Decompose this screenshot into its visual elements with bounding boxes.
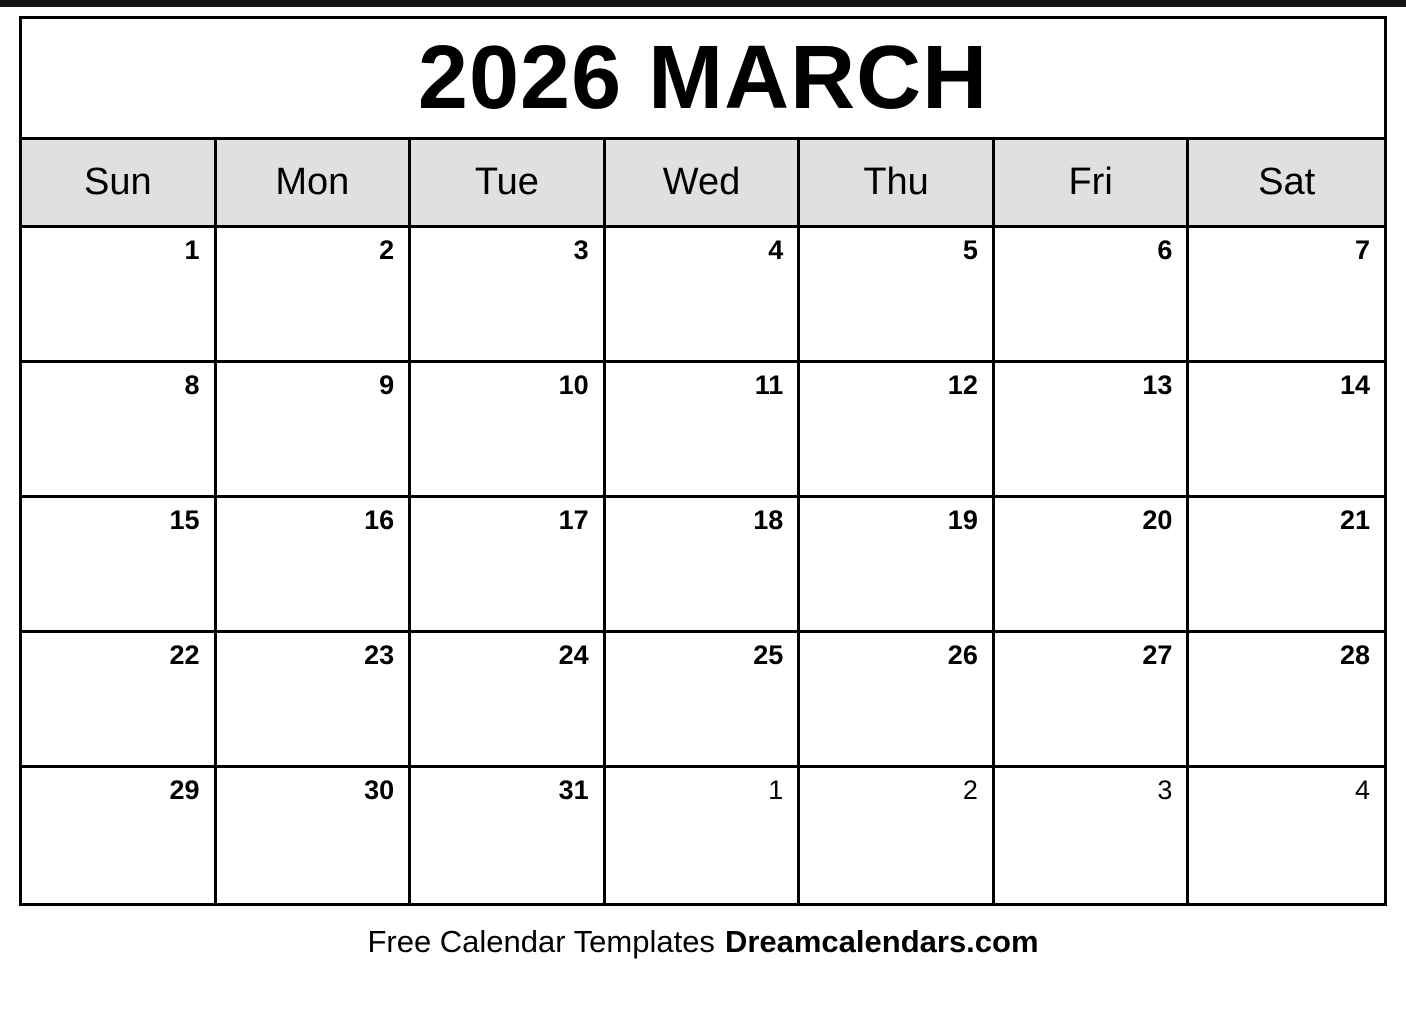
week-row	[22, 498, 1384, 633]
day-number: 9	[379, 370, 395, 400]
weekday-header-thu: Thu	[800, 140, 995, 228]
day-cell	[22, 768, 217, 903]
day-number: 31	[558, 775, 589, 805]
day-number: 17	[558, 505, 589, 535]
day-number: 4	[768, 235, 784, 265]
day-number: 7	[1354, 235, 1370, 265]
footer-brand: Dreamcalendars.com	[724, 924, 1039, 959]
day-number: 24	[558, 640, 589, 670]
day-cell	[22, 228, 217, 363]
day-number: 4	[1354, 775, 1370, 805]
day-cell	[1189, 498, 1384, 633]
day-number: 13	[1142, 370, 1173, 400]
week-row	[22, 768, 1384, 903]
day-number: 30	[364, 775, 395, 805]
day-number: 18	[753, 505, 784, 535]
day-cell	[411, 363, 606, 498]
day-number: 22	[169, 640, 200, 670]
day-cell	[411, 228, 606, 363]
day-cell	[606, 363, 801, 498]
day-cell	[22, 363, 217, 498]
day-number: 23	[364, 640, 395, 670]
week-row	[22, 363, 1384, 498]
day-cell	[411, 498, 606, 633]
day-cell	[606, 228, 801, 363]
top-edge-strip	[0, 0, 1406, 7]
day-number: 26	[947, 640, 978, 670]
day-number: 25	[753, 640, 784, 670]
day-cell	[411, 633, 606, 768]
weekday-header-wed: Wed	[606, 140, 801, 228]
day-cell	[995, 228, 1190, 363]
day-cell	[800, 633, 995, 768]
day-cell	[1189, 363, 1384, 498]
day-number: 5	[962, 235, 978, 265]
day-cell	[1189, 228, 1384, 363]
day-cell	[1189, 633, 1384, 768]
footer-text: Free Calendar Templates	[367, 924, 715, 959]
weekday-header-fri: Fri	[995, 140, 1190, 228]
weekday-header-sun: Sun	[22, 140, 217, 228]
day-cell	[995, 633, 1190, 768]
day-number: 14	[1339, 370, 1370, 400]
day-cell	[217, 228, 412, 363]
day-number: 19	[947, 505, 978, 535]
footer	[19, 924, 1387, 960]
weekday-header-tue: Tue	[411, 140, 606, 228]
day-number: 3	[573, 235, 589, 265]
day-number: 12	[947, 370, 978, 400]
day-cell	[217, 498, 412, 633]
calendar-grid	[19, 137, 1387, 906]
week-row	[22, 228, 1384, 363]
day-number: 15	[169, 505, 200, 535]
weekday-header-sat: Sat	[1189, 140, 1384, 228]
day-number: 1	[768, 775, 784, 805]
day-number: 8	[184, 370, 200, 400]
day-cell	[217, 633, 412, 768]
day-cell	[217, 363, 412, 498]
weeks-container	[22, 228, 1384, 903]
day-cell-outside-month	[1189, 768, 1384, 903]
day-cell	[606, 633, 801, 768]
day-cell	[800, 228, 995, 363]
day-number: 11	[754, 370, 784, 400]
day-cell	[217, 768, 412, 903]
weekday-header-row	[22, 140, 1384, 228]
day-number: 27	[1142, 640, 1173, 670]
day-number: 28	[1339, 640, 1370, 670]
week-row	[22, 633, 1384, 768]
day-cell	[22, 498, 217, 633]
day-number: 21	[1339, 505, 1370, 535]
day-cell	[606, 498, 801, 633]
day-cell	[411, 768, 606, 903]
day-cell-outside-month	[606, 768, 801, 903]
day-number: 2	[379, 235, 395, 265]
calendar-title-box	[19, 16, 1387, 140]
day-cell	[995, 498, 1190, 633]
day-number: 29	[169, 775, 200, 805]
day-cell-outside-month	[995, 768, 1190, 903]
day-cell	[800, 498, 995, 633]
day-cell	[22, 633, 217, 768]
day-cell	[800, 363, 995, 498]
day-number: 3	[1157, 775, 1173, 805]
day-cell-outside-month	[800, 768, 995, 903]
day-cell	[995, 363, 1190, 498]
calendar	[19, 16, 1387, 960]
day-number: 16	[364, 505, 395, 535]
day-number: 2	[962, 775, 978, 805]
weekday-header-mon: Mon	[217, 140, 412, 228]
calendar-title: 2026 MARCH	[417, 28, 989, 128]
day-number: 20	[1142, 505, 1173, 535]
day-number: 10	[558, 370, 589, 400]
day-number: 1	[184, 235, 200, 265]
day-number: 6	[1157, 235, 1173, 265]
